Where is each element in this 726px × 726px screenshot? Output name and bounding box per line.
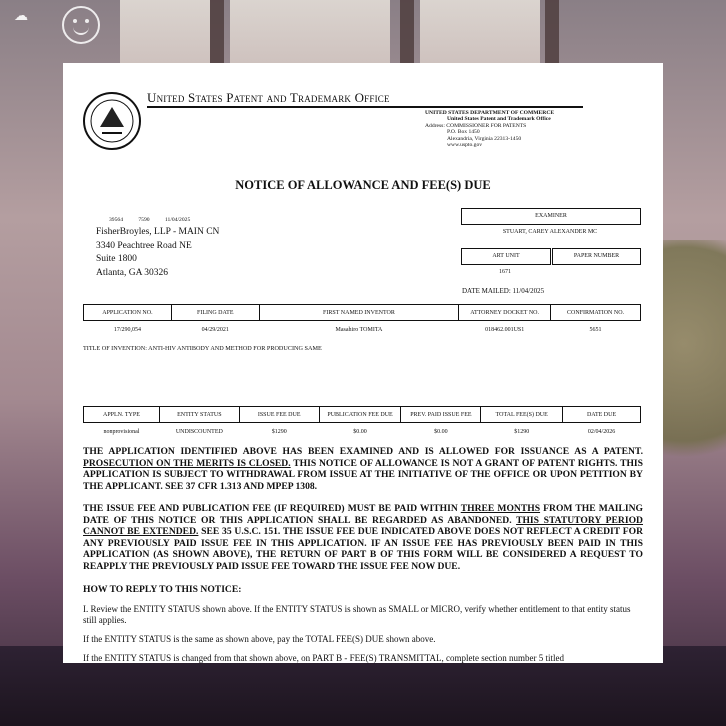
org-name: United States Patent and Trademark Office xyxy=(147,90,390,105)
dept-line-1: UNITED STATES DEPARTMENT OF COMMERCE xyxy=(425,110,555,116)
date-mailed: DATE MAILED: 11/04/2025 xyxy=(462,287,545,295)
address-line: FisherBroyles, LLP - MAIN CN xyxy=(96,227,220,237)
table-cell: 5651 xyxy=(589,326,602,333)
divider xyxy=(147,106,583,108)
table-header: CONFIRMATION NO. xyxy=(551,305,641,321)
table-header: DATE DUE xyxy=(563,407,641,423)
para1-text: THIS NOTICE OF ALLOWANCE IS NOT A GRANT OF PATENT RIGHTS. THIS APPLICATION IS SUBJECT TO WITHDRAWAL FROM ISSUE AT THE INITIATIVE OF THE OFFICE OR UPON PETITION BY THE APPLICANT. SEE 37 CFR 1.313 AND MPEP 1308. xyxy=(83,457,644,492)
table-header: FIRST NAMED INVENTOR xyxy=(259,305,459,321)
instruction-item: If the ENTITY STATUS is changed from that shown above, on PART B - FEE(S) TRANSMITTAL, complete section number 5 titled xyxy=(83,653,564,663)
examiner-name: STUART, CAREY ALEXANDER MC xyxy=(502,229,598,235)
table-cell: $1290 xyxy=(514,428,530,435)
examiner-label: EXAMINER xyxy=(461,208,641,225)
table-cell: 04/29/2021 xyxy=(201,326,229,333)
table-header: PREV. PAID ISSUE FEE xyxy=(401,407,481,423)
table-cell: nonprovisional xyxy=(103,428,140,435)
table-header: APPLICATION NO. xyxy=(84,305,172,321)
dept-address-3: Alexandria, Virginia 22313-1450 xyxy=(447,135,522,142)
address-line: 3340 Peachtree Road NE xyxy=(96,240,192,251)
para2-text: FROM THE MAILING DATE OF THIS NOTICE OR THIS APPLICATION SHALL BE REGARDED AS ABANDONED. xyxy=(83,503,644,526)
address-label: Address: xyxy=(425,122,445,129)
table-cell: 018462.001US1 xyxy=(485,326,525,333)
table-cell: 02/04/2026 xyxy=(587,428,616,435)
prosecution-closed-text: PROSECUTION ON THE MERITS IS CLOSED. xyxy=(83,457,291,469)
table-header: ISSUE FEE DUE xyxy=(239,407,319,423)
statutory-period-text: THIS STATUTORY PERIOD CANNOT BE EXTENDED. xyxy=(83,514,643,538)
fee-table xyxy=(83,406,641,440)
dept-line-2: United States Patent and Trademark Office xyxy=(447,116,551,123)
table-cell: UNDISCOUNTED xyxy=(175,428,223,435)
address-line: Suite 1800 xyxy=(96,254,137,264)
smiley-icon xyxy=(62,6,100,44)
table-cell: $0.00 xyxy=(434,428,448,435)
plant xyxy=(656,240,726,500)
table-cell: Masahiro TOMITA xyxy=(335,326,383,333)
art-unit-label: ART UNIT xyxy=(461,248,551,265)
instruction-item: I. Review the ENTITY STATUS shown above. If the ENTITY STATUS is shown as SMALL or MICRO, verify whether entitlement to that entity status still applies. xyxy=(83,604,631,625)
paper-number-label: PAPER NUMBER xyxy=(552,248,641,265)
invention-title: TITLE OF INVENTION: ANTI-HIV ANTIBODY AND METHOD FOR PRODUCING SAME xyxy=(83,345,322,352)
uspto-seal-icon xyxy=(82,91,142,151)
department-address xyxy=(425,110,554,148)
table-header: APPLN. TYPE xyxy=(84,407,160,423)
table-header: FILING DATE xyxy=(171,305,259,321)
application-table xyxy=(83,304,641,338)
fee-paragraph xyxy=(83,503,643,573)
dept-address-2: P.O. Box 1450 xyxy=(447,129,480,136)
table-cell: $0.00 xyxy=(353,428,367,435)
table-cell: 17/290,054 xyxy=(113,326,142,333)
para2-text: SEE 35 U.S.C. 151. THE ISSUE FEE DUE INDICATED ABOVE DOES NOT REFLECT A CREDIT FOR ANY PREVIOUSLY PAID ISSUE FEE IN THIS APPLICATION. IF AN ISSUE FEE HAS PREVIOUSLY BEEN PAID IN THIS APPLICATION (AS SHOWN ABOVE), THE RETURN OF PART B OF THIS FORM WILL BE CONSIDERED A REQUEST TO REAPPLY THE PREVIOUSLY PAID ISSUE FEE TOWARD THE ISSUE FEE NOW DUE. xyxy=(83,526,643,572)
para2-text: THE ISSUE FEE AND PUBLICATION FEE (IF REQUIRED) MUST BE PAID WITHIN xyxy=(83,503,461,514)
para1-text: THE APPLICATION IDENTIFIED ABOVE HAS BEEN EXAMINED AND IS ALLOWED FOR ISSUANCE AS A PATENT. xyxy=(83,446,643,457)
website-link[interactable]: www.uspto.gov xyxy=(447,142,483,149)
notice-title: NOTICE OF ALLOWANCE AND FEE(S) DUE xyxy=(235,178,491,192)
watermark-logo: ☁︎ xyxy=(14,8,28,24)
art-unit-value: 1671 xyxy=(499,269,511,275)
three-months-text: THREE MONTHS xyxy=(460,503,541,514)
how-to-reply-heading: HOW TO REPLY TO THIS NOTICE: xyxy=(83,584,242,595)
table-header: ENTITY STATUS xyxy=(159,407,239,423)
address-line: Atlanta, GA 30326 xyxy=(96,267,169,278)
correspondence-address xyxy=(96,226,219,280)
table-header: PUBLICATION FEE DUE xyxy=(319,407,401,423)
table-header: TOTAL FEE(S) DUE xyxy=(481,407,563,423)
table-header: ATTORNEY DOCKET NO. xyxy=(459,305,551,321)
allowance-paragraph xyxy=(83,446,643,492)
table-cell: $1290 xyxy=(271,428,287,435)
instruction-item: If the ENTITY STATUS is the same as shown above, pay the TOTAL FEE(S) DUE shown above. xyxy=(83,634,436,644)
dept-address-1: COMMISSIONER FOR PATENTS xyxy=(446,122,527,129)
codes-line: 39564 7590 11/04/2025 xyxy=(109,217,191,223)
patent-notice-document xyxy=(63,63,663,663)
